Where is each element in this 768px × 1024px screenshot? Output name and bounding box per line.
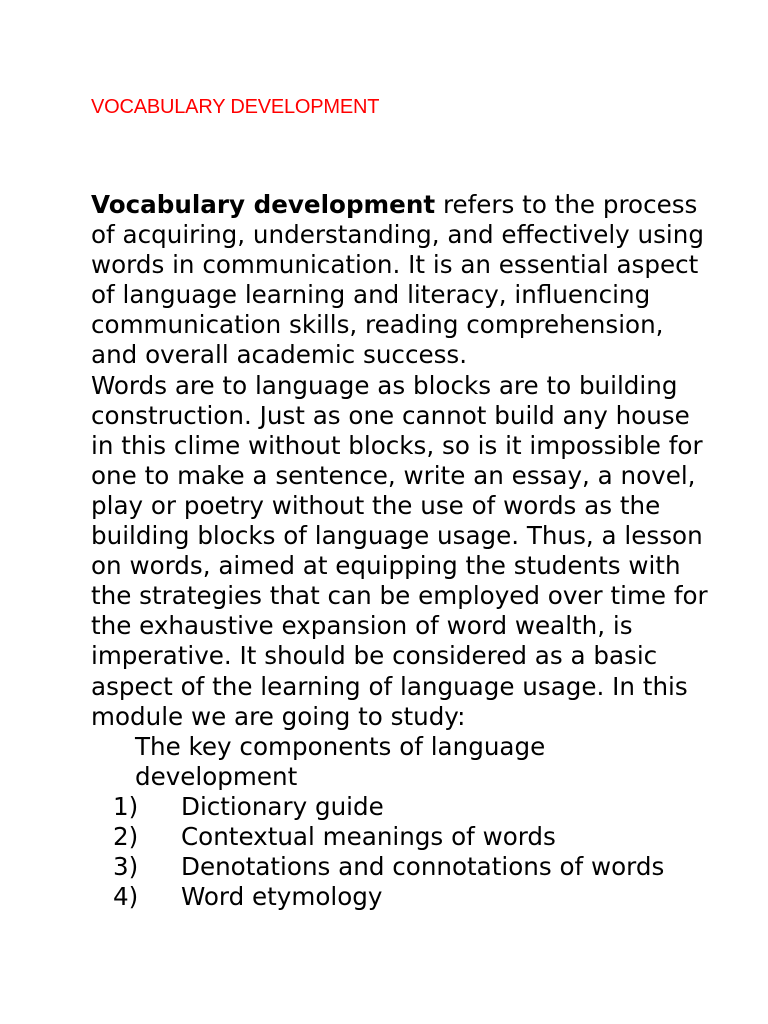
paragraph-1-line: of acquiring, understanding, and effectively using (91, 220, 704, 250)
paragraph-2-line: construction. Just as one cannot build any house (91, 400, 690, 430)
paragraph-2-line: play or poetry without the use of words as the (91, 490, 661, 520)
bold-term: Vocabulary development (91, 190, 436, 219)
document-body (91, 190, 751, 912)
list-item-text: Contextual meanings of words (181, 821, 556, 851)
paragraph-2-line: aspect of the learning of language usage. In this (91, 671, 688, 701)
paragraph-2-line: Words are to language as blocks are to building (91, 370, 678, 400)
paragraph-1-line: communication skills, reading comprehension, (91, 310, 664, 340)
paragraph-2-line: one to make a sentence, write an essay, a novel, (91, 460, 696, 490)
list-item (91, 882, 751, 912)
list-item (91, 822, 751, 852)
list-item-text: Denotations and connotations of words (181, 852, 665, 882)
document-title: VOCABULARY DEVELOPMENT (91, 96, 380, 118)
paragraph-1-line-1 (91, 190, 751, 220)
paragraph-2-line: the strategies that can be employed over time for (91, 581, 708, 611)
paragraph-1-line-1-rest: refers to the process (435, 190, 698, 219)
list-item-text: Dictionary guide (181, 791, 384, 821)
list-item (91, 852, 751, 882)
paragraph-1-line: of language learning and literacy, influencing (91, 280, 651, 310)
paragraph-2-line: on words, aimed at equipping the students with (91, 551, 681, 581)
paragraph-1-line: and overall academic success. (91, 340, 468, 370)
list-intro-line: The key components of language (135, 731, 546, 761)
list-item-number: 4) (113, 882, 139, 912)
paragraph-1-line: words in communication. It is an essential aspect (91, 250, 699, 280)
list-item-text: Word etymology (181, 882, 383, 912)
paragraph-2-line: imperative. It should be considered as a basic (91, 641, 658, 671)
paragraph-2-line: in this clime without blocks, so is it impossible for (91, 430, 703, 460)
list-item-number: 1) (113, 791, 139, 821)
list-intro-line: development (135, 761, 298, 791)
paragraph-2-line: building blocks of language usage. Thus, a lesson (91, 521, 703, 551)
list-item (91, 792, 751, 822)
list-item-number: 2) (113, 821, 139, 851)
list-item-number: 3) (113, 852, 139, 882)
paragraph-2-line: the exhaustive expansion of word wealth, is (91, 611, 633, 641)
paragraph-2-line: module we are going to study: (91, 701, 466, 731)
